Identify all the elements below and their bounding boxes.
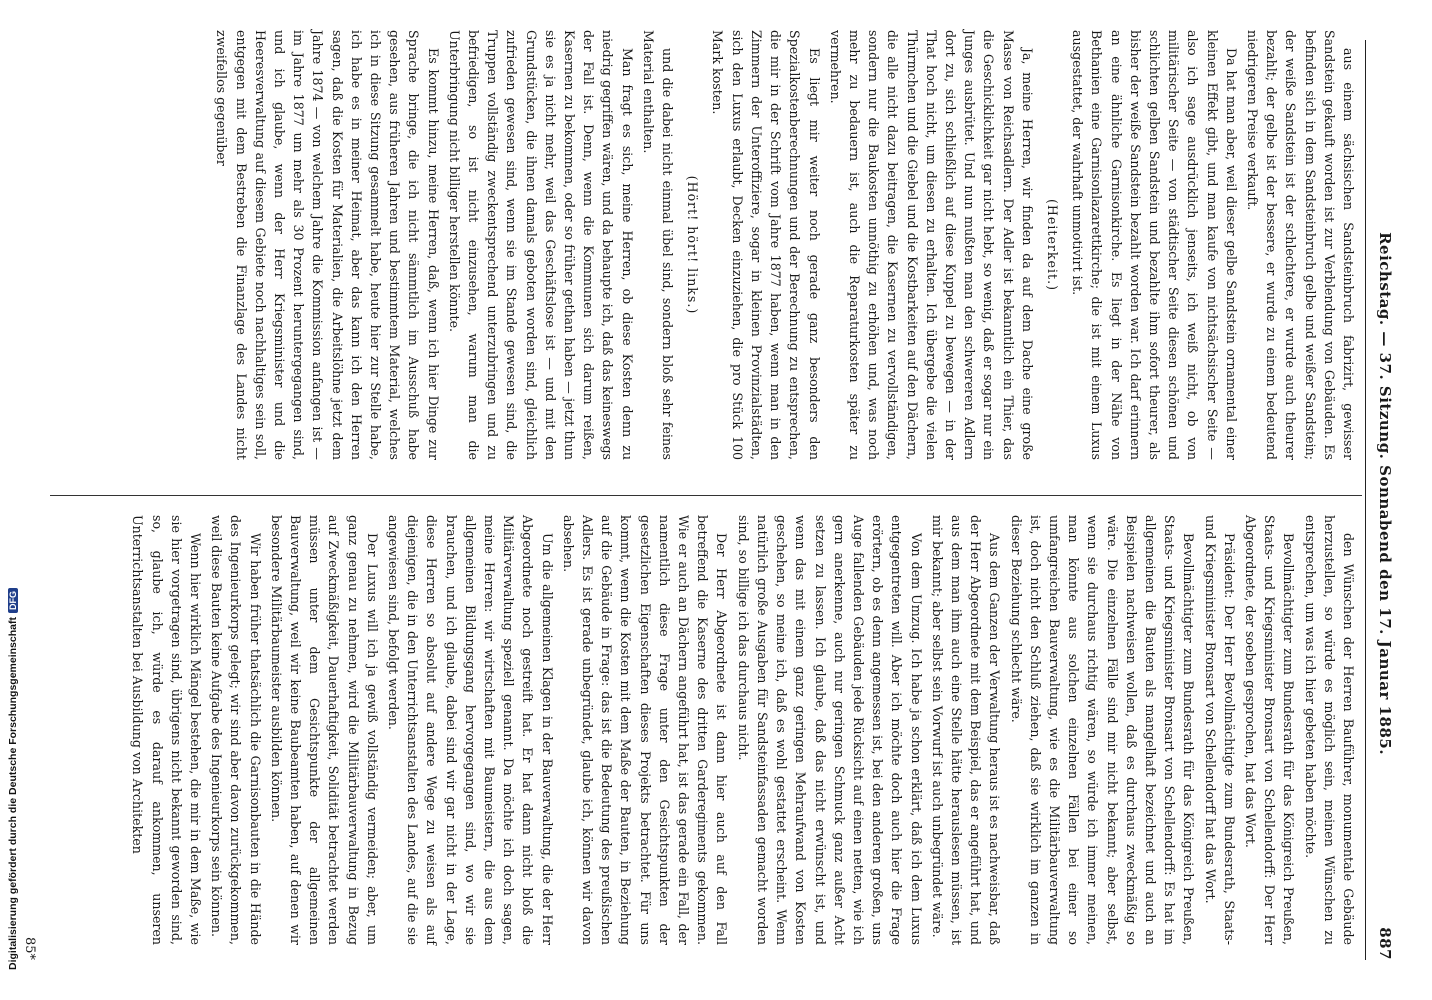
page-title: Reichstag. — 37. Sitzung. Sonnabend den 17. Januar 1885.	[1376, 232, 1394, 756]
column-rule	[50, 495, 1362, 496]
running-head	[1370, 60, 1400, 960]
paragraph: Da hat man aber, weil dieser gelbe Sandstein ornamental einer kleinen Effekt gibt, und man kaufe von nichtsächsischer Seite — also ich sage ausdrücklich jenseits, ich weiß nicht, ob von militärischer Seite — von städtischer Seite diesen schönen und schlichten gelben Sandstein und bezahlte ihm sofort theurer, als bisher der weiße Sandstein bezahlt worden war. Ich darf erinnern an eine ähnliche Garnisonkirche. Es liegt in der Nähe von Bethanien eine Garnisonlazarettkirche; die ist mit einem Luxus ausgestattet, der wahrhaft unmotivirt ist.	[1070, 30, 1239, 460]
paragraph: Bevollmächtigter zum Bundesrath für das Königreich Preußen, Staats- und Kriegsminister Bronsart von Schellendorff: Es hat im allgemeinen die Bauten als mangelhaft bezeichnet und auch an Beispielen nachweisen wollen, daß es durchaus zweckmäßig so wäre. Die einzelnen Fälle sind mir nicht bekannt; aber selbst, wenn sie durchaus richtig wären, so würde ich immer meinen, man könnte aus solchen einzelnen Fällen bei einer so umfangreichen Bauverwaltung, wie es die Militärbauverwaltung ist, doch nicht den Schluß ziehen, daß sie wirklich im ganzen in dieser Beziehung schlecht wäre.	[1008, 515, 1197, 945]
funding-note-label: Digitalisierung gefördert durch die Deutsche Forschungsgemeinschaft	[7, 617, 19, 970]
scanned-page	[10, 0, 1410, 1000]
paragraph: Es liegt mir weiter noch gerade ganz besonders den Spezialkostenberechnungen und der Berechnung zu entsprechen, die mir in der Schrift vom Jahre 1877 haben, wenn man in den Zimmern der Unteroffiziere, sogar in kleinen Provinzialstädten, sich den Luxus erlaubt, Decken einzuziehen, die pro Stück 100 Mark kosten.	[710, 30, 822, 460]
paragraph: aus einem sächsischen Sandsteinbruch fabrizirt, gewisser Sandstein gekauft worden ist zur Verblendung von Gebäuden. Es befinden sich in dem Sandsteinbruch gelbe und weißer Sandstein; der weiße Sandstein ist der schlechtere, er wurde auch theurer bezahlt; der gelbe ist der bessere, er wurde zu einem bedeutend niedrigeren Preise verkauft.	[1244, 30, 1356, 460]
right-column	[126, 515, 1358, 945]
page-number: 887	[1376, 927, 1394, 960]
paragraph: Wenn hier wirklich Mängel bestehen, die mir in dem Maße, wie sie hier vorgetragen sind, übrigens nicht bekannt geworden sind, so, glaube ich, würde es darauf ankommen, unseren Unterrichtsanstalten bei Ausbildung von Architekten	[130, 515, 204, 945]
header-rule	[1365, 40, 1366, 960]
paragraph: den Wünschen der Herren Bauführer, monumentale Gebäude herzustellen, so würde es möglich sein, meinen Wünschen zu entsprechen, um was ich hier gebeten haben möchte.	[1302, 515, 1356, 945]
paragraph: Es kommt hinzu, meine Herren, daß, wenn ich hier Dinge zur Sprache bringe, die ich nicht sämmtlich im Ausschuß habe gesehen, aus früheren Jahren und bestimmtem Material, welches ich in diese Sitzung gesammelt habe, heute hier zur Stelle habe, ich habe es in meiner Heimat, aber das kann ich den Herren sagen, daß die Kosten für Materialien, die Arbeitslöhne jetzt dem Jahre 1874 — von welchem Jahre die Kommission anfangen ist — im Jahre 1877 um mehr als 30 Prozent heruntergegangen sind, und ich glaube, wenn der Herr Kriegsminister und die Heeresverwaltung auf diesem Gebiete noch nachhaltiges sein soll, entgegen mit dem Bestreben die Finanzlage des Landes nicht zweifellos gegenüber	[214, 30, 441, 460]
paragraph: Man fragt es sich, meine Herren, ob diese Kosten denn zu niedrig gegriffen wären, und da behaupte ich, daß das keineswegs der Fall ist. Denn, wenn die Kommunen sich darum reißen, Kasernen zu bekommen, oder so früher gethan haben — jetzt thun sie es ja nicht mehr, weil das Geschäftslose ist — und mit den Grundstücken, die ihnen damals geboten worden sind, gleichlich zufrieden gewesen sind, wenn sie im Stande gewesen sind, die Truppen vollständig zweckentsprechend unterzubringen und zu befriedigen, so ist nicht einzusehen, warum man die Unterbringung nicht billiger herstellen könnte.	[446, 30, 635, 460]
paragraph: Um die allgemeinen Klagen in der Bauverwaltung, die der Herr Abgeordnete noch gestreift hat. Er hat dann nicht bloß die Militärverwaltung speziell genannt. Da möchte ich doch sagen, meine Herren: wir wirtschaften mit Baumeistern, die aus dem allgemeinen Bildungsgang hervorgegangen sind, wo wir sie brauchen, und ich glaube, dabei sind wir gar nicht in der Lage, diese Herren so absolut auf andere Wege zu weisen als auf diejenigen, die in den Unterrichtsanstalten des Landes, auf die sie angewiesen sind, befolgt werden.	[386, 515, 555, 945]
sheet-signature: 85*	[22, 936, 37, 960]
dfg-logo: DFG	[8, 588, 18, 613]
paragraph: Der Luxus will ich ja gewiß vollständig vermeiden; aber, um ganz genau zu nehmen, wird die Militärbauverwaltung in Bezug auf Zweckmäßigkeit, Dauerhaftigkeit, Solidität betrachtet werden müssen unter dem Gesichtspunkte der allgemeinen Bauverwaltung, weil wir keine Baubeamten haben, auf denen wir besondere Militärbaumeister ausbilden können.	[268, 515, 380, 945]
paragraph: Wir haben früher thatsächlich die Garnisonbauten in die Hände des Ingenieurkorps gelegt; wir sind aber davon zurückgekommen, weil diese Bauten keine Aufgabe des Ingenieurkorps sein können.	[209, 515, 263, 945]
paragraph: Der Herr Abgeordnete ist dann hier auch auf den Fall betreffend die Kaserne des dritten Garderegiments gekommen. Wie er auch an Dächern angeführt hat, ist das gerade ein Fall, der namentlich diese Frage unter den Gesichtspunkten der gesetzlichen Eigenschaften dieses Projekts betrachtet. Für uns kommt, wenn die Kosten mit dem Maße der Bauten, in Beziehung auf die Gebäude in Frage: das ist die Bedeutung des preußischen Adlers. Es ist gerade unbegründet, glaube ich, können wir davon absehen.	[560, 515, 730, 945]
paragraph: Präsident: Der Herr Bevollmächtigte zum Bundesrath, Staats- und Kriegsminister Bronsart von Schellendorff hat das Wort.	[1202, 515, 1237, 945]
paragraph: (Hört! hört! links.)	[685, 175, 701, 315]
paragraph: Von dem Umzug. Ich habe ja schon erklärt, daß ich dem Luxus entgegentreten will. Aber ich möchte doch auch hier die Frage erörtern, ob es denn angemessen ist, bei den anderen großen, uns Auge fallenden Gebäuden jede Rücksicht auf einen netten, wie ich gern anerkenne, auch nur geringen Schmuck ganz außer Acht setzen zu lassen. Ich glaube, daß das nicht erwünscht ist, und wenn das mit einem ganz geringen Mehraufwand von Kosten geschehen, so meine ich, daß es wohl gestattet erscheint. Wenn natürlich große Ausgaben für Sandsteinfassaden gemacht worden sind, so billige ich das durchaus nicht.	[735, 515, 924, 945]
paragraph: Aus dem Ganzen der Verwaltung heraus ist es nachweisbar, daß der Herr Abgeordnete mit dem Beispiel, das er angeführt hat, und aus dem man ihm auch eine Stelle hätte herauslesen müssen, ist mir bekannt; aber selbst sein Vorwurf ist auch unbegründet wäre.	[929, 515, 1003, 945]
paragraph: Ja, meine Herren, wir finden da auf dem Dache eine große Masse von Reichsadlern. Der Adler ist bekanntlich ein Thier, das die Geschicklichkeit gar nicht hebt, so wenig, daß er sogar nur ein Junges ausbrütet. Und nun mußten man den schwereren Adlern dort zu, sich schließlich auf diese Kuppel zu bewegen — in der That hoch nicht, um diesen zu erhalten. Ich übergebe die vielen Thürmchen und die Giebel und die Kostbarkeiten auf den Dächern, die alle nicht dazu beitragen, die Kasernen zu vervollständigen, sondern nur die Baukosten unnöthig zu erhöhen und, was noch mehr zu bedauern ist, auch die Reparaturkosten später zu vermehren.	[827, 30, 1035, 460]
paragraph: Bevollmächtigter zum Bundesrath für das Königreich Preußen, Staats- und Kriegsminister Bronsart von Schellendorff: Der Herr Abgeordnete, der soeben gesprochen, hat das Wort.	[1242, 515, 1297, 945]
left-column	[210, 30, 1358, 460]
paragraph: (Heiterkeit.)	[1044, 199, 1060, 291]
paragraph: und die dabei nicht einmal übel sind, sondern bloß sehr feines Material enthalten.	[640, 30, 676, 460]
